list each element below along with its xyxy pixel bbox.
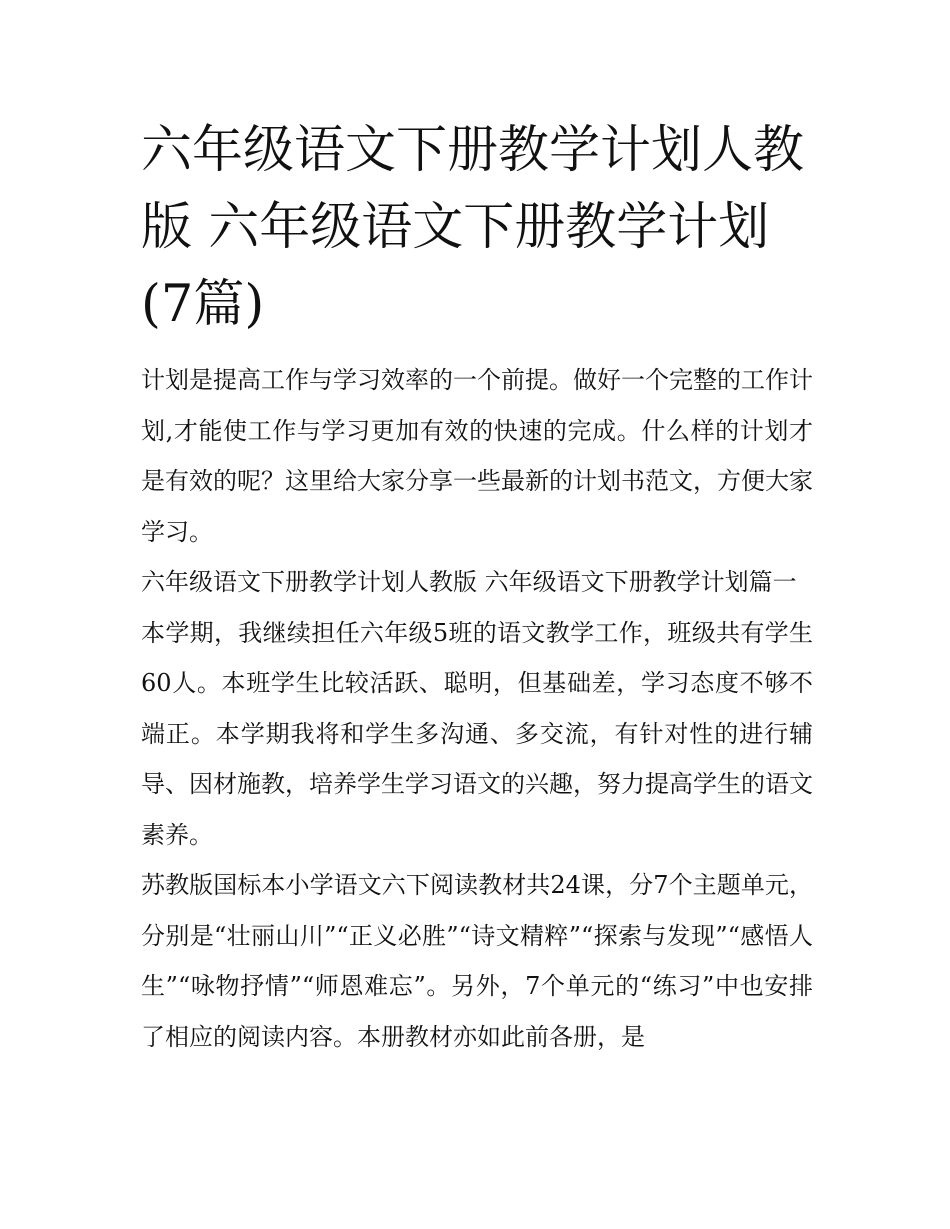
document-title: 六年级语文下册教学计划人教版 六年级语文下册教学计划(7篇) bbox=[141, 121, 805, 334]
intro-paragraph: 计划是提高工作与学习效率的一个前提。做好一个完整的工作计划,才能使工作与学习更加有效的快速的完成。什么样的计划才是有效的呢？这里给大家分享一些最新的计划书范文，方便大家学习。 bbox=[141, 366, 813, 546]
body-paragraph: 本学期，我继续担任六年级5班的语文教学工作，班级共有学生60人。本班学生比较活跃、聪明，但基础差，学习态度不够不端正。本学期我将和学生多沟通、多交流，有针对性的进行辅导、因材施教，培养学生学习语文的兴趣，努力提高学生的语文素养。 bbox=[141, 618, 813, 849]
section-heading: 六年级语文下册教学计划人教版 六年级语文下册教学计划篇一 bbox=[141, 568, 797, 596]
document-body bbox=[141, 112, 813, 1062]
body-paragraph: 苏教版国标本小学语文六下阅读教材共24课，分7个主题单元，分别是“壮丽山川”“正义必胜”“诗文精粹”“探索与发现”“感悟人生”“咏物抒情”“师恩难忘”。另外，7个单元的“练习”中也安排了相应的阅读内容。本册教材亦如此前各册，是 bbox=[141, 871, 813, 1051]
